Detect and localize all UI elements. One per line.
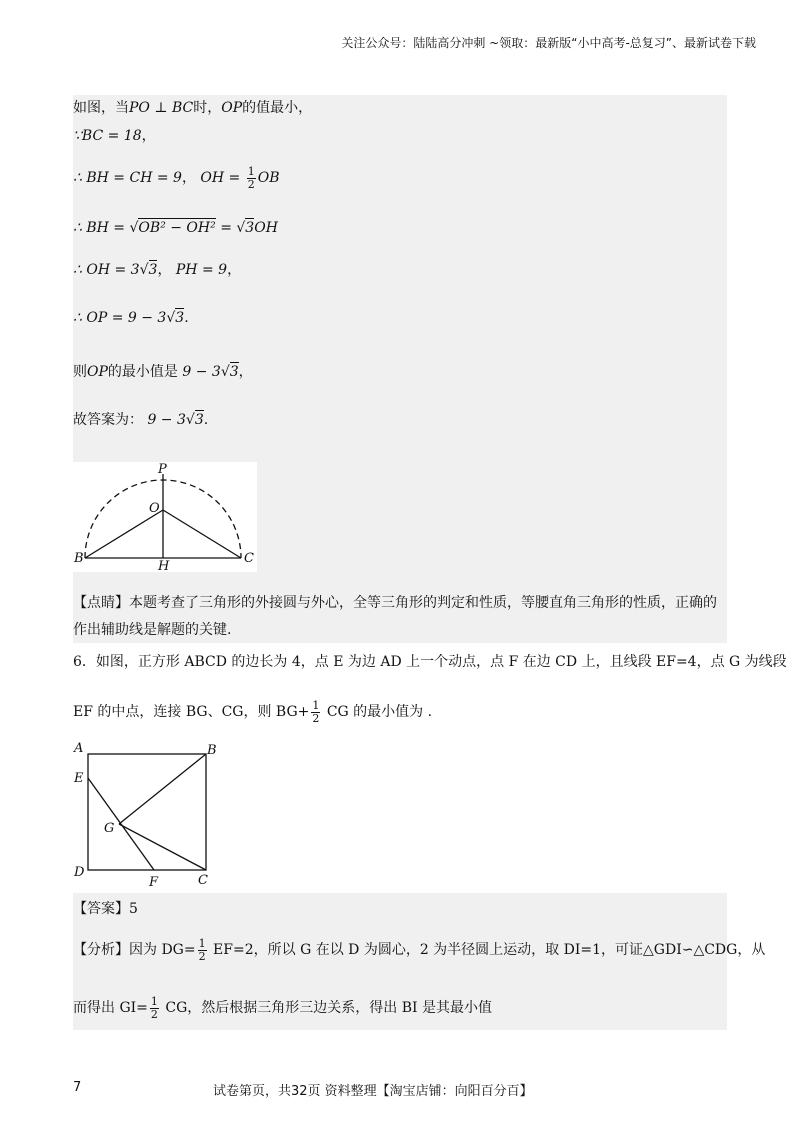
footer-text: 试卷第页，共32页 资料整理【淘宝店铺：向阳百分百】 xyxy=(213,1084,533,1099)
label-o: O xyxy=(149,501,160,516)
page-header: 关注公众号：陆陆高分冲刺 ~领取：最新版“小中高考-总复习”、最新试卷下载 xyxy=(341,36,756,50)
solution-line-2: ∵BC = 18， xyxy=(73,128,156,144)
solution-line-5: ∴ OH = 3√3， PH = 9， xyxy=(73,262,242,278)
solution-line-8: 故答案为： 9 − 3√3. xyxy=(73,412,209,428)
figure-semicircle-triangle xyxy=(73,462,257,572)
fraction-half: $\frac{1}{2}$ xyxy=(247,165,255,191)
label-g: G xyxy=(104,821,115,836)
label-a: A xyxy=(74,741,84,756)
label-c: C xyxy=(244,551,254,566)
label-b: B xyxy=(207,743,217,758)
solution-line-1: 如图，当PO ⊥ BC时，OP的值最小， xyxy=(73,100,313,116)
label-p: P xyxy=(158,462,167,477)
solution-line-7: 则OP的最小值是 9 − 3√3， xyxy=(73,364,253,380)
problem-6-line-2: EF 的中点，连接 BG、CG，则 BG+ $\frac{1}{2}$ CG 的最小值为 . xyxy=(73,699,433,725)
segment-gc xyxy=(119,824,206,870)
label-c: C xyxy=(198,873,208,888)
figure-square-abcd xyxy=(73,740,223,890)
fraction-half: $\frac{1}{2}$ xyxy=(150,995,158,1021)
problem-6-line-1: 6．如图，正方形 ABCD 的边长为 4，点 E 为边 AD 上一个动点，点 F 在边 CD 上，且线段 EF=4，点 G 为线段 xyxy=(73,654,787,670)
fraction-half: $\frac{1}{2}$ xyxy=(198,937,206,963)
square-abcd xyxy=(88,754,206,870)
label-b: B xyxy=(74,551,84,566)
label-h: H xyxy=(158,559,170,572)
comment-line-2: 作出辅助线是解题的关键. xyxy=(73,622,232,638)
analysis-line-2: 而得出 GI= $\frac{1}{2}$ CG，然后根据三角形三边关系，得出 BI 是其最小值 xyxy=(73,995,492,1021)
segment-ef xyxy=(88,778,154,870)
label-f: F xyxy=(149,875,159,890)
analysis-line-1: 【分析】因为 DG= $\frac{1}{2}$ EF=2，所以 G 在以 D 为圆心，2 为半径圆上运动，取 DI=1，可证△GDI∽△CDG，从 xyxy=(73,937,766,963)
label-d: D xyxy=(74,865,85,880)
page-number: 7 xyxy=(73,1080,82,1095)
solution-line-4: ∴ BH = √OB² − OH² = √3OH xyxy=(73,220,278,236)
fraction-half: $\frac{1}{2}$ xyxy=(312,699,320,725)
label-e: E xyxy=(74,771,84,786)
solution-line-3: ∴ BH = CH = 9， OH = $\frac{1}{2}$ OB xyxy=(73,165,280,191)
answer-line: 【答案】5 xyxy=(73,901,138,917)
segment-gb xyxy=(119,754,206,824)
comment-line-1: 【点睛】本题考查了三角形的外接圆与外心，全等三角形的判定和性质，等腰直角三角形的性质，正确的 xyxy=(73,595,717,611)
solution-line-6: ∴ OP = 9 − 3√3. xyxy=(73,310,189,326)
